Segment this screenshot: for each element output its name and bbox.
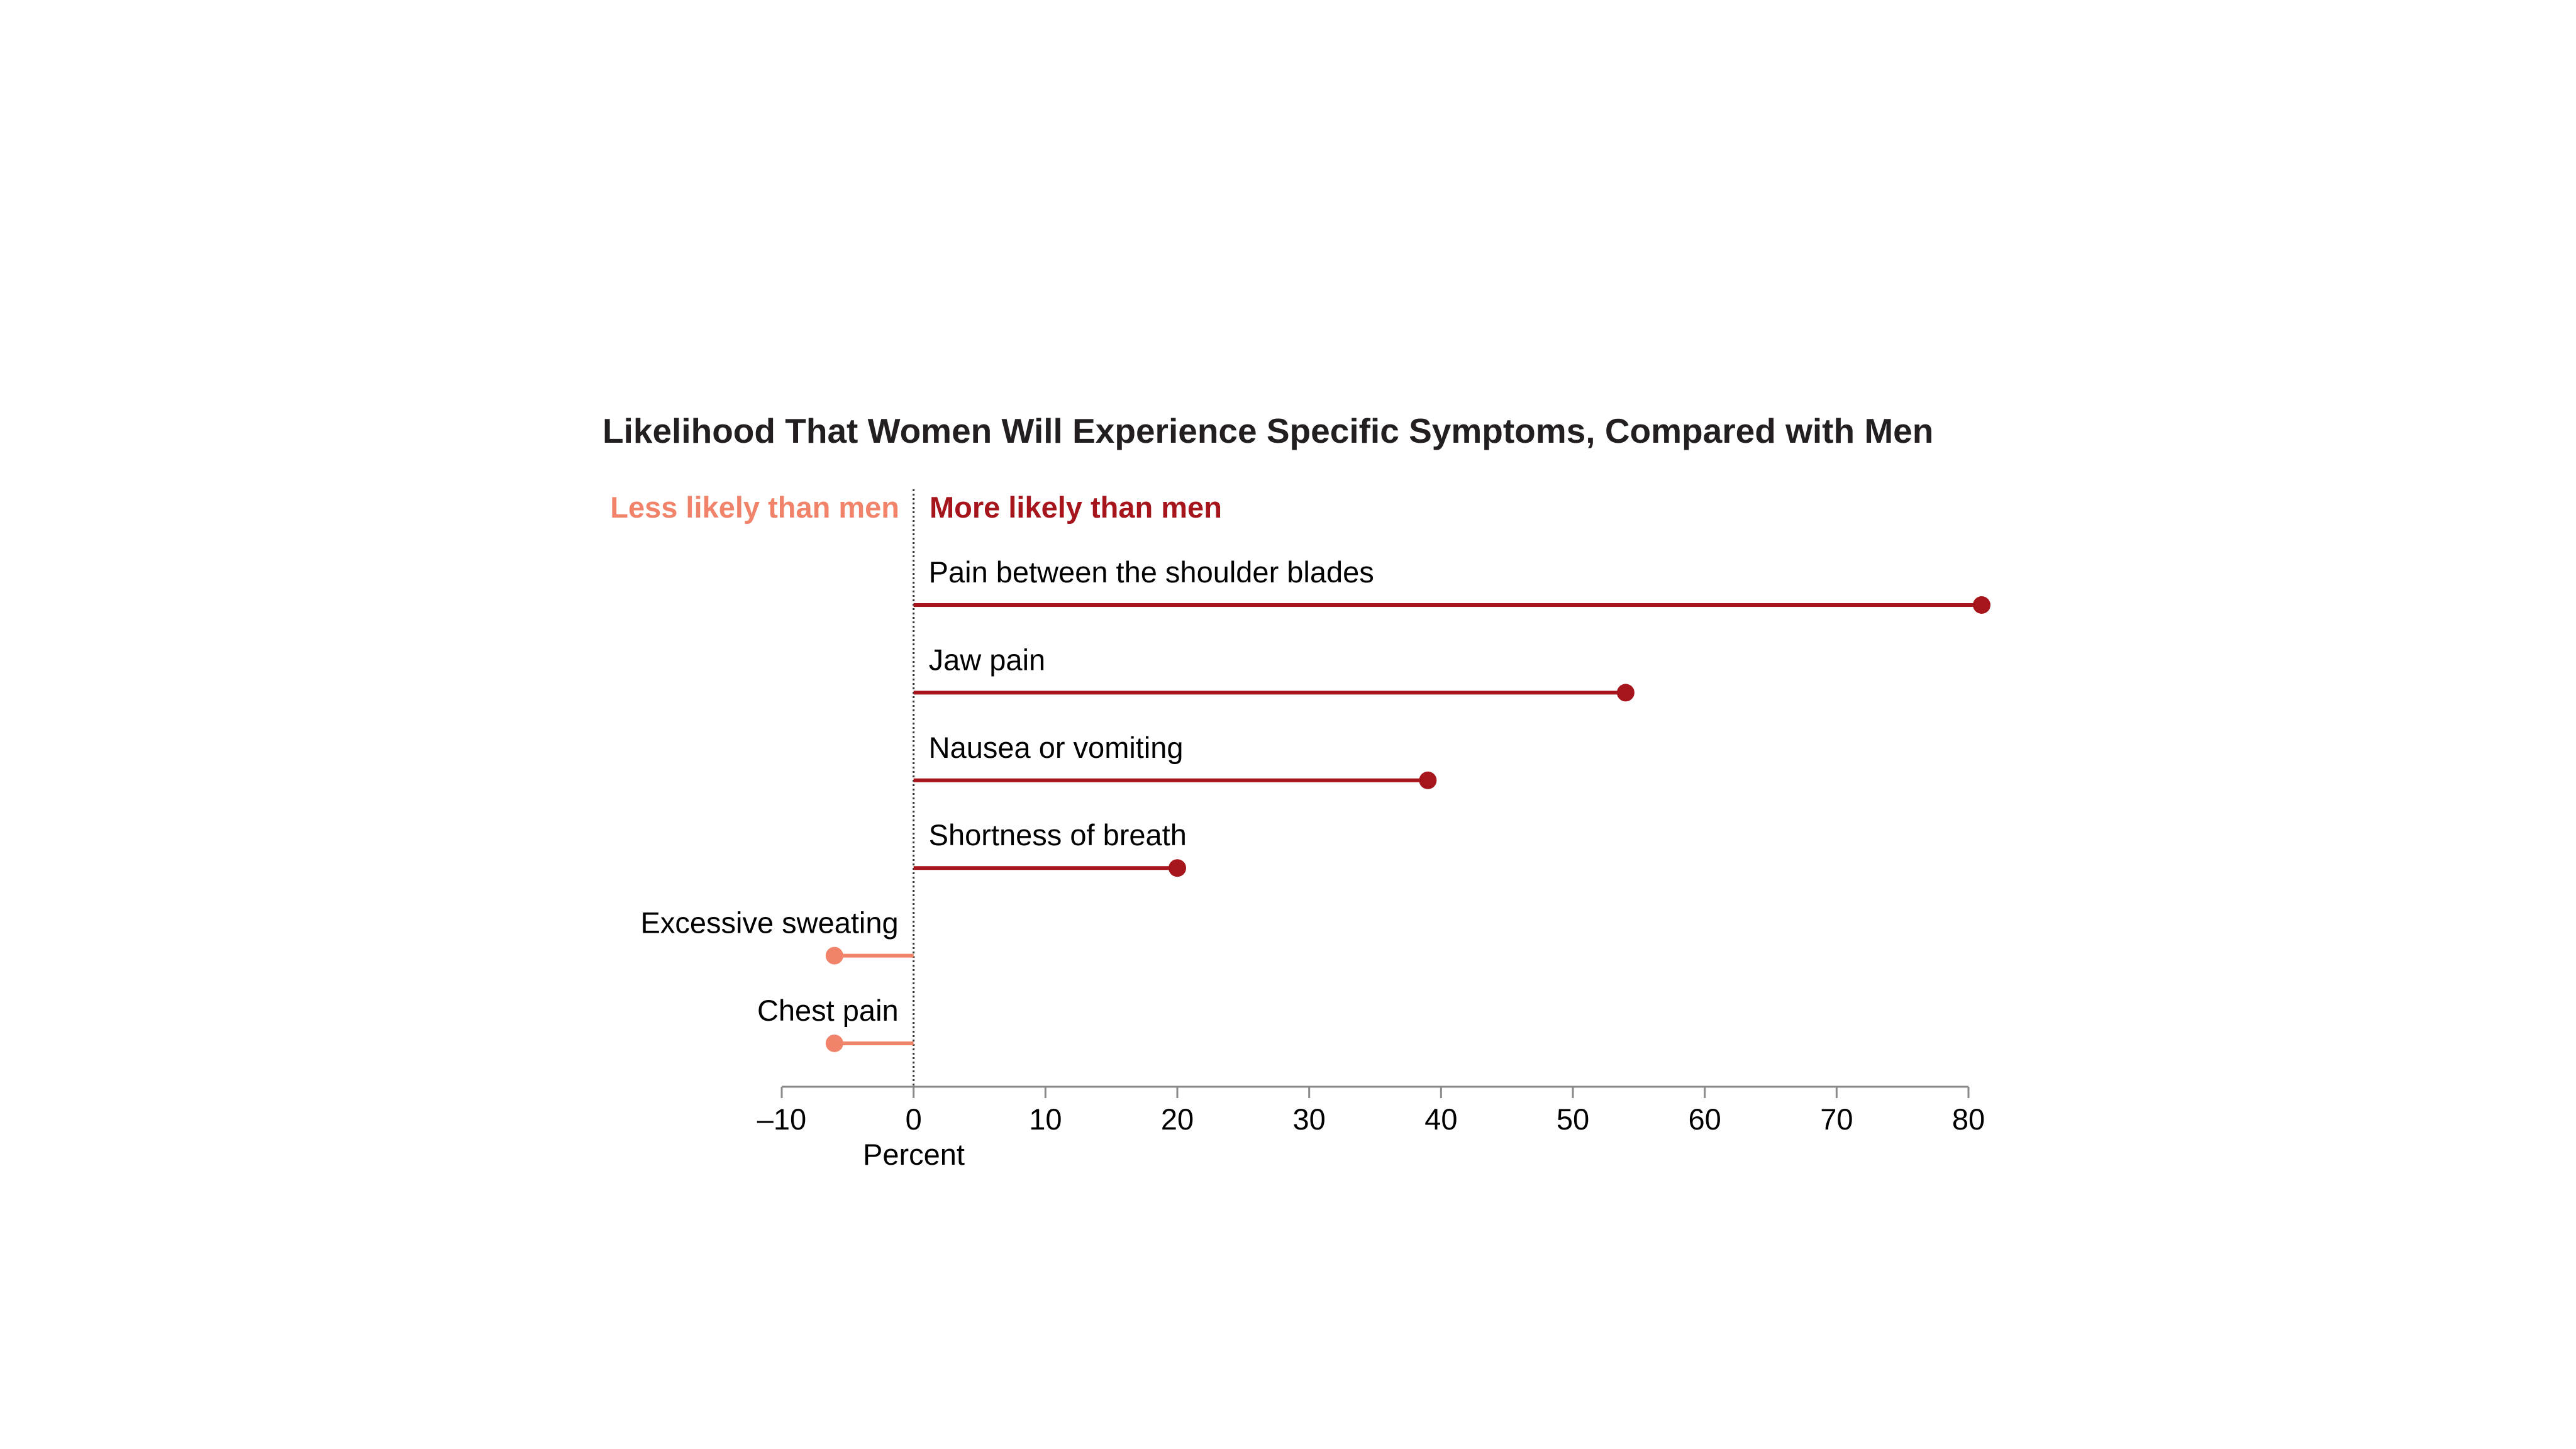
chart-marks xyxy=(641,489,1990,1087)
lollipop-dot-chest-pain xyxy=(826,1035,843,1052)
x-tick-label: 80 xyxy=(1951,1102,1985,1136)
category-label-nausea-or-vomiting: Nausea or vomiting xyxy=(928,730,1184,764)
chart-title: Likelihood That Women Will Experience Specific Symptoms, Compared with Men xyxy=(602,411,1934,450)
x-tick-label: 40 xyxy=(1424,1102,1458,1136)
x-tick-label: 70 xyxy=(1820,1102,1853,1136)
category-label-chest-pain: Chest pain xyxy=(757,994,899,1027)
x-axis-title: Percent xyxy=(863,1138,965,1171)
category-label-shortness-of-breath: Shortness of breath xyxy=(928,818,1187,852)
x-tick-label: 0 xyxy=(905,1102,922,1136)
lollipop-dot-jaw-pain xyxy=(1617,684,1635,701)
x-tick-label: 10 xyxy=(1029,1102,1062,1136)
category-label-pain-between-the-shoulder-blades: Pain between the shoulder blades xyxy=(928,555,1374,589)
less-likely-label: Less likely than men xyxy=(610,491,899,524)
lollipop-dot-nausea-or-vomiting xyxy=(1419,772,1436,789)
x-tick-label: 20 xyxy=(1160,1102,1194,1136)
category-label-excessive-sweating: Excessive sweating xyxy=(640,906,899,940)
lollipop-dot-pain-between-the-shoulder-blades xyxy=(1973,596,1990,614)
x-tick-label: 30 xyxy=(1292,1102,1326,1136)
x-tick-label: 50 xyxy=(1556,1102,1590,1136)
lollipop-dot-shortness-of-breath xyxy=(1169,859,1186,877)
x-axis xyxy=(757,1087,1985,1136)
more-likely-label: More likely than men xyxy=(930,491,1222,524)
lollipop-dot-excessive-sweating xyxy=(826,947,843,965)
x-tick-label: –10 xyxy=(757,1102,807,1136)
category-label-jaw-pain: Jaw pain xyxy=(928,643,1046,677)
x-tick-label: 60 xyxy=(1688,1102,1721,1136)
